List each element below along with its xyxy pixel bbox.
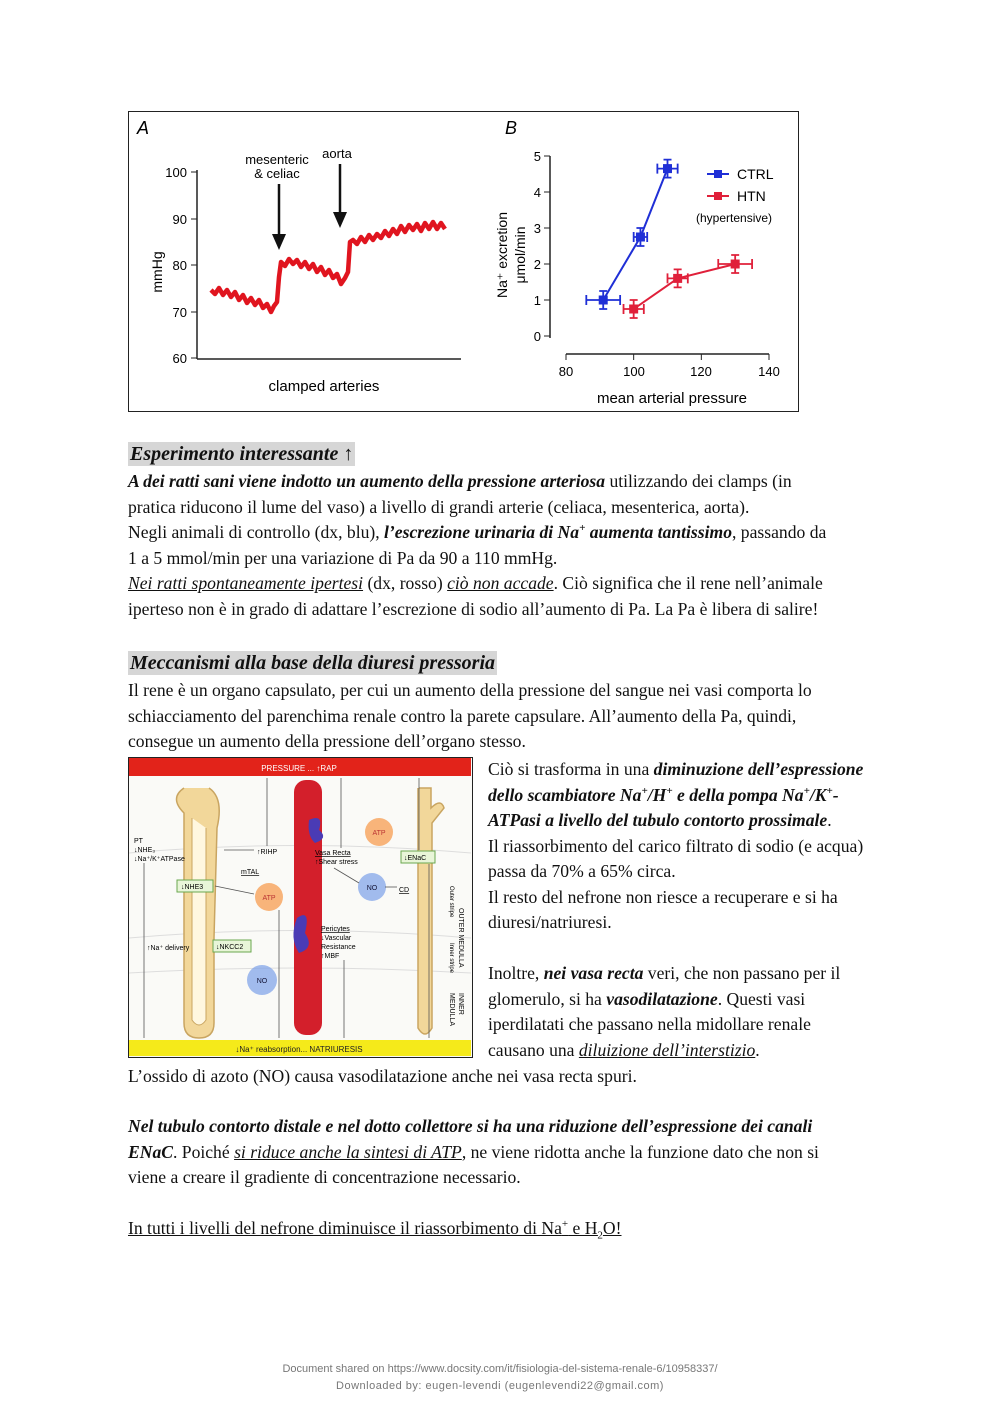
line: Il rene è un organo capsulato, per cui un aumento della pressione del sangue nei vasi comporta lo — [128, 680, 812, 700]
blank-line — [488, 936, 908, 962]
text: . Poiché — [172, 1141, 235, 1162]
bold-italic-text: A dei ratti sani viene indotto un aumento della pressione arteriosa — [128, 471, 606, 491]
arrow-label-celiac: & celiac — [254, 166, 300, 181]
line: pratica riducono il lume del vaso) a livello di grandi arterie (celiaca, mesenterica, aorta). — [128, 496, 750, 517]
arrow-label-aorta: aorta — [322, 146, 352, 161]
panel-b-ytick-4: 4 — [533, 185, 541, 200]
superscript-plus: + — [666, 784, 673, 797]
panel-a-label: A — [137, 118, 150, 138]
line — [488, 757, 908, 783]
heading-meccanismi: Meccanismi alla base della diuresi pressoria — [130, 652, 495, 674]
panel-b-legend — [696, 166, 774, 225]
text: /H — [647, 784, 667, 805]
label-vasa-recta: Vasa Recta — [315, 850, 351, 857]
arrow-label-mesenteric: mesenteric — [245, 152, 309, 167]
pressure-bar-label: PRESSURE ... ↑RAP — [261, 764, 337, 773]
data-point-ctrl — [636, 233, 645, 242]
text: , passando da — [732, 522, 827, 542]
text: - — [832, 784, 839, 805]
label-inner-stripe: Inner stripe — [448, 943, 454, 974]
legend-hypertensive-note: (hypertensive) — [696, 211, 773, 225]
line: Nel tubulo contorto distale e nel dotto collettore si ha una riduzione dell’espressione dei canali — [128, 1116, 813, 1136]
arrow-mesenteric — [272, 184, 286, 250]
text: e della pompa Na — [672, 784, 804, 805]
label-outer-medulla: OUTER MEDULLA — [457, 908, 464, 968]
series-line-ctrl — [603, 169, 667, 300]
label-atp-right: ATP — [372, 830, 386, 837]
figure-pressure-natriuresis — [128, 111, 799, 412]
text: Inoltre, — [488, 963, 544, 983]
text: /K — [809, 784, 827, 805]
line — [488, 987, 908, 1013]
panel-b-xtick-80: 80 — [558, 364, 574, 379]
line — [128, 469, 908, 495]
bold-italic-text: ATPasi a livello del tubulo contorto prossimale — [488, 810, 828, 830]
panel-b-ytick-0: 0 — [533, 329, 541, 344]
panel-b-ytick-3: 3 — [533, 221, 541, 236]
line: consegue un aumento della pressione dell’organo stesso. — [128, 731, 526, 751]
panel-b-xtick-100: 100 — [623, 364, 645, 379]
line: Il resto del nefrone non riesce a recuperare e si ha — [488, 886, 838, 907]
label-pt-atpase: ↓Na⁺/K⁺ATPase — [134, 856, 185, 863]
text: dello scambiatore Na — [488, 784, 642, 805]
panel-a-ytick-80: 80 — [172, 258, 187, 273]
legend-htn-marker — [714, 192, 722, 200]
paragraph-esperimento — [128, 469, 908, 622]
panel-a-ytick-100: 100 — [165, 165, 187, 180]
label-no-right: NO — [366, 885, 378, 892]
series-line-htn — [634, 264, 736, 309]
superscript-plus: + — [561, 1218, 569, 1231]
panel-a-ytick-60: 60 — [172, 351, 187, 366]
footer-downloaded: Downloaded by: eugen-levendi (eugenlevendi22@gmail.com) — [336, 1380, 664, 1392]
line: iperdilatati che passano nella midollare renale — [488, 1014, 811, 1034]
text: Ciò si trasforma in una — [488, 759, 654, 779]
label-pericytes: Pericytes — [321, 926, 350, 933]
paragraph-enac — [128, 1114, 908, 1191]
loop-lumen — [192, 818, 206, 1025]
line: iperteso non è in grado di adattare l’escrezione di sodio all’aumento di Pa. La Pa è libera di salire! — [128, 598, 819, 619]
panel-a-ytick-70: 70 — [172, 305, 187, 320]
data-point-ctrl — [663, 164, 672, 173]
arrow-aorta — [333, 164, 347, 228]
line — [488, 808, 908, 834]
figure2-svg — [129, 758, 471, 1056]
label-shear-stress: ↑Shear stress — [315, 859, 358, 866]
text: . — [755, 1039, 760, 1060]
data-point-ctrl — [599, 296, 608, 305]
bold-italic-text — [384, 522, 732, 542]
line — [128, 571, 908, 597]
panel-a-xlabel: clamped arteries — [268, 378, 380, 395]
text: Negli animali di controllo (dx, blu), — [128, 522, 385, 542]
line: schiacciamento del parenchima renale contro la parete capsulare. All’aumento della Pa, quindi, — [128, 705, 797, 726]
text: causano una — [488, 1039, 579, 1060]
bold-italic-text: ENaC — [128, 1141, 173, 1162]
label-na-delivery: ↑Na⁺ delivery — [147, 945, 190, 952]
figure1-svg — [129, 112, 797, 410]
text: O! — [602, 1218, 622, 1238]
underlined-italic-text: si riduce anche la sintesi di ATP — [234, 1141, 462, 1162]
natriuresis-bar-label: ↓Na⁺ reabsorption... NATRIURESIS — [235, 1045, 363, 1054]
text: glomerulo, si ha — [488, 988, 607, 1009]
text: . Ciò significa che il rene nell’animale — [553, 573, 823, 593]
superscript-plus: + — [803, 784, 810, 797]
label-cd: CD — [399, 887, 410, 894]
bold-italic-text: diminuzione dell’espressione — [653, 759, 864, 779]
panel-b-ylabel — [494, 212, 510, 298]
text: aumenta tantissimo — [585, 522, 732, 542]
data-point-htn — [673, 274, 682, 283]
line: Il riassorbimento del carico filtrato di sodio (e acqua) — [488, 835, 864, 856]
pressure-trace — [211, 222, 445, 312]
label-atp-left: ATP — [262, 895, 276, 902]
underlined-italic-text: Nei ratti spontaneamente ipertesi — [128, 573, 364, 593]
text: In tutti i livelli del nefrone diminuisce il riassorbimento di Na — [128, 1218, 562, 1238]
label-pt-nhe3: ↓NHE₃ — [134, 847, 156, 854]
legend-ctrl-marker — [714, 170, 722, 178]
text: (dx, rosso) — [363, 573, 448, 593]
figure-nephron-diagram — [128, 757, 473, 1058]
panel-b-xtick-140: 140 — [758, 364, 780, 379]
label-outer-stripe: Outer stripe — [448, 886, 454, 918]
collecting-duct — [418, 788, 444, 1034]
text: , ne viene ridotta anche la funzione dato che non si — [461, 1141, 819, 1162]
text: e H — [568, 1218, 598, 1238]
text: . — [827, 810, 832, 830]
label-mbf: ↑MBF — [321, 953, 340, 960]
data-point-htn — [731, 260, 740, 269]
text: utilizzando dei clamps (in — [605, 471, 792, 491]
side-text — [488, 757, 908, 1063]
bold-italic-text: nei vasa recta — [543, 963, 644, 983]
paragraph-meccanismi — [128, 678, 908, 755]
subscript-2: 2 — [597, 1229, 603, 1242]
heading-esperimento: Esperimento interessante ↑ — [130, 443, 354, 465]
line: passa da 70% a 65% circa. — [488, 861, 676, 881]
data-point-htn — [629, 305, 638, 314]
underlined-italic-text: diluizione dell’interstizio — [578, 1039, 756, 1060]
footer-shared: Document shared on https://www.docsity.com/it/fisiologia-del-sistema-renale-6/10958337/ — [282, 1363, 718, 1375]
label-mtal: mTAL — [241, 869, 260, 876]
label-resistance: Resistance — [321, 944, 356, 951]
text: veri, che non passano per il — [643, 963, 841, 983]
line — [128, 520, 908, 546]
line: 1 a 5 mmol/min per una variazione di Pa da 90 a 110 mmHg. — [128, 547, 558, 568]
text: . Questi vasi — [717, 988, 806, 1009]
line — [488, 961, 908, 987]
label-medulla: MEDULLA — [448, 993, 455, 1027]
superscript-plus: + — [641, 784, 648, 797]
panel-b-xlabel: mean arterial pressure — [596, 390, 748, 407]
line: viene a creare il gradiente di concentrazione necessario. — [128, 1167, 521, 1187]
panel-b-xticks — [559, 364, 780, 379]
label-no-left: NO — [256, 978, 268, 985]
superscript-plus: + — [579, 522, 586, 535]
label-enac: ↓ENaC — [404, 855, 427, 862]
panel-b-yticks — [534, 149, 541, 344]
panel-a-ylabel: mmHg — [149, 251, 165, 293]
panel-b-ylabel-line1: Na⁺ excretion — [494, 212, 510, 298]
line — [128, 1140, 908, 1166]
label-nkcc2: ↓NKCC2 — [216, 944, 244, 951]
panel-a-yticks — [165, 165, 197, 366]
legend-ctrl-label: CTRL — [737, 166, 774, 182]
label-nhe3: ↓NHE3 — [181, 884, 204, 891]
label-pt: PT — [134, 838, 143, 845]
panel-b-ytick-1: 1 — [533, 293, 541, 308]
panel-b-label: B — [505, 118, 518, 138]
panel-a-ytick-90: 90 — [172, 212, 187, 227]
panel-b-ylabel-units — [512, 226, 528, 283]
label-vascular: ↓Vascular — [321, 935, 352, 942]
line: diuresi/natriuresi. — [488, 912, 612, 932]
label-rihp: ↑RIHP — [257, 849, 278, 856]
legend-htn-label: HTN — [737, 188, 766, 204]
underlined-italic-text: ciò non accade — [447, 573, 554, 593]
superscript-plus: + — [826, 784, 833, 797]
panel-b-ytick-5: 5 — [533, 149, 541, 164]
panel-b-ylabel-line2: μmol/min — [512, 226, 528, 284]
panel-b-xtick-120: 120 — [690, 364, 712, 379]
text: l’escrezione urinaria di Na — [384, 522, 580, 542]
panel-b-marks — [544, 156, 769, 360]
label-inner: INNER — [457, 993, 464, 1015]
line — [488, 783, 908, 809]
panel-b-ytick-2: 2 — [533, 257, 541, 272]
bold-italic-text: vasodilatazione — [606, 988, 718, 1009]
paragraph-no: L’ossido di azoto (NO) causa vasodilatazione anche nei vasa recta spuri. — [128, 1066, 637, 1086]
final-statement — [128, 1216, 622, 1242]
line — [488, 1038, 908, 1064]
